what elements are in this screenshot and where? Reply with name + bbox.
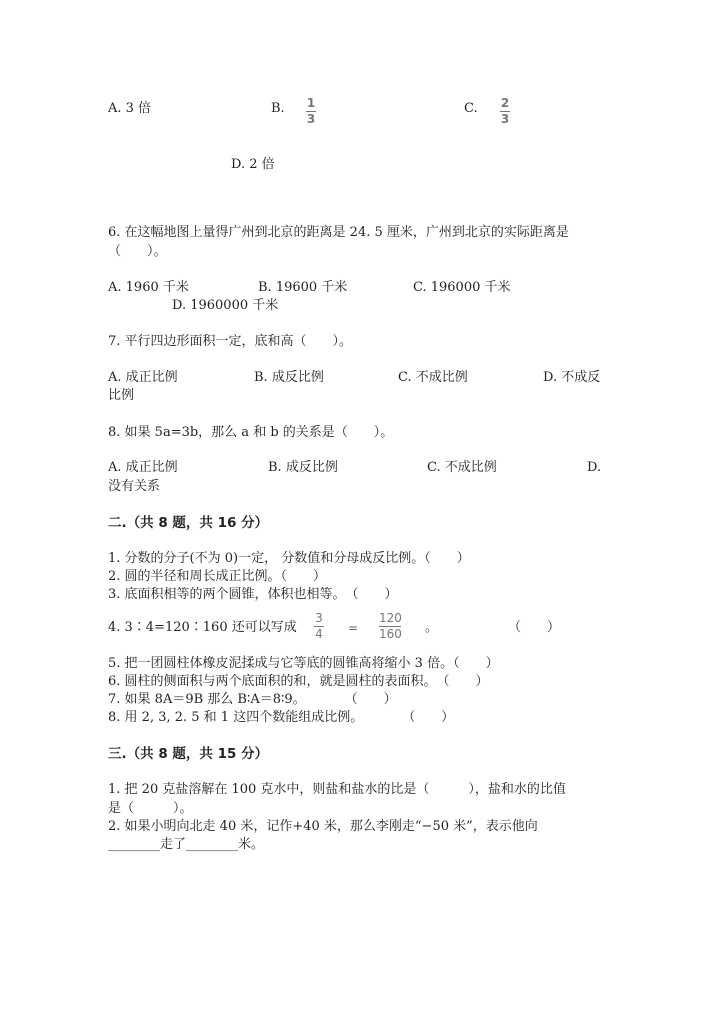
q8-option-d: D.	[587, 460, 602, 475]
fraction-denominator: 4	[315, 627, 323, 641]
section3-title: 三.（共 8 题，共 15 分）	[108, 746, 269, 762]
fraction-numerator: 120	[379, 611, 402, 625]
fraction-numerator: 1	[306, 96, 316, 110]
q5-option-b-label: B.	[271, 101, 285, 116]
q6-stem-line1: 6. 在这幅地图上量得广州到北京的距离是 24. 5 厘米，广州到北京的实际距离是	[108, 225, 569, 240]
q5-option-b-fraction	[306, 97, 316, 126]
section2-item-7: 7. 如果 8A＝9B 那么 B∶A＝8∶9。 （ ）	[108, 692, 397, 707]
q6-option-d: D. 1960000 千米	[172, 298, 279, 313]
q7-stem: 7. 平行四边形面积一定，底和高（ ）。	[108, 334, 353, 349]
section2-item-4-text: 4. 3∶4=120∶160 还可以写成	[108, 620, 297, 635]
section2-title: 二.（共 8 题，共 16 分）	[108, 515, 269, 531]
q7-option-a: A. 成正比例	[108, 370, 178, 385]
fraction-numerator: 2	[500, 96, 510, 110]
q8-option-b: B. 成反比例	[268, 460, 338, 475]
section3-item-2-line1: 2. 如果小明向北走 40 米，记作+40 米，那么李刚走“−50 米”，表示他向	[108, 819, 538, 834]
fraction-denominator: 3	[306, 112, 316, 126]
q7-option-b: B. 成反比例	[254, 370, 324, 385]
q5-option-d: D. 2 倍	[231, 157, 275, 172]
q5-option-c-fraction	[500, 97, 510, 126]
section2-item-4-fraction-2	[379, 612, 402, 641]
section3-item-1-line1: 1. 把 20 克盐溶解在 100 克水中，则盐和盐水的比是（ ），盐和水的比值	[108, 782, 566, 797]
section2-item-8: 8. 用 2, 3, 2. 5 和 1 这四个数能组成比例。 （ ）	[108, 710, 455, 725]
section2-item-1: 1. 分数的分子(不为 0)一定， 分数值和分母成反比例。（ ）	[108, 551, 470, 566]
section2-item-3: 3. 底面积相等的两个圆锥，体积也相等。 （ ）	[108, 587, 398, 602]
q8-option-d-continued: 没有关系	[108, 479, 161, 494]
section2-item-5: 5. 把一团圆柱体橡皮泥揉成与它等底的圆锥高将缩小 3 倍。（ ）	[108, 656, 499, 671]
q8-stem: 8. 如果 5a=3b，那么 a 和 b 的关系是（ ）。	[108, 425, 394, 440]
section2-item-6: 6. 圆柱的侧面积与两个底面积的和，就是圆柱的表面积。 （ ）	[108, 674, 489, 689]
q6-option-b: B. 19600 千米	[258, 280, 348, 295]
section2-item-2: 2. 圆的半径和周长成正比例。（ ）	[108, 569, 327, 584]
q6-stem-line2: （ ）。	[108, 244, 167, 259]
q6-option-c: C. 196000 千米	[413, 280, 511, 295]
q5-option-c-label: C.	[464, 101, 478, 116]
section3-item-2-line2: ________走了________米。	[108, 837, 265, 852]
q7-option-d-continued: 比例	[108, 388, 135, 403]
q8-option-c: C. 不成比例	[427, 460, 497, 475]
q7-option-d: D. 不成反	[543, 370, 601, 385]
section2-item-4-answer: （ ）	[508, 620, 561, 635]
q8-option-a: A. 成正比例	[108, 460, 178, 475]
fraction-numerator: 3	[315, 611, 323, 625]
q7-option-c: C. 不成比例	[398, 370, 468, 385]
section2-item-4-fraction-1	[314, 612, 324, 641]
section3-item-1-line2: 是（ ）。	[108, 801, 193, 816]
section2-item-4-equals: =	[348, 621, 359, 635]
fraction-denominator: 3	[500, 112, 510, 126]
section2-item-4-period: 。	[425, 620, 439, 635]
fraction-denominator: 160	[379, 627, 402, 641]
q6-option-a: A. 1960 千米	[108, 280, 189, 295]
q5-option-a: A. 3 倍	[108, 101, 152, 116]
